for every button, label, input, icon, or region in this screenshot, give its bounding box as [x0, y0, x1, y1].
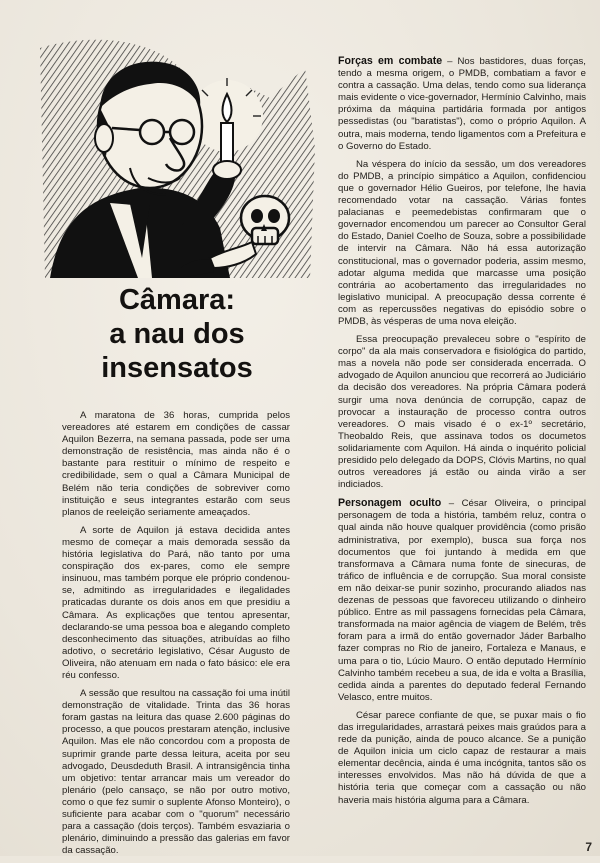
section-subhead: Forças em combate	[338, 55, 443, 67]
right-column	[338, 55, 586, 813]
paragraph	[338, 497, 586, 704]
paragraph: A maratona de 36 horas, cumprida pelos vereadores até estarem em condições de cassar Aquilon Bezerra, na semana passada, pode ser uma demonstração de resistência, mas ainda não é o bastante para restituir o mínimo de respeito e credibilidade, sem o qual a Câmara Municipal de Belém não teria condições de sobreviver como instituição e seus integrantes estarão com seus planos de reeleição seriamente ameaçados.	[62, 410, 290, 518]
paragraph: Na véspera do início da sessão, um dos vereadores do PMDB, a princípio simpático a Aquilon, confidenciou que o governador Hélio Gueiros, por telefone, lhe havia recomendado votar na cassação. Várias fontes palacianas e peemedebistas confirmaram que o governador encomendou um parecer ao Consultor Geral do Estado, Daniel Coelho de Souza, sobre a possibilidade de intervir na Câmara. Não há essa autorização constitucional, mas o governador poderia, assim mesmo, adotar alguma medida que marcasse uma posição contrária ao acobertamento das irregularidades no legislativo municipal. A preocupação dessa corrente é com as repercussões negativas do episódio sobre o PMDB, às vésperas de uma nova eleição.	[338, 158, 586, 327]
paragraph: A sessão que resultou na cassação foi uma inútil demonstração de vitalidade. Trinta das 36 horas foram gastas na leitura das quase 2.600 páginas do processo, a que poucos prestaram atenção, inclusive Aquilon. Mas ele não concordou com a proposta de suprimir grande parte dessa leitura, aceita por seu advogado, Deusdeduth Brasil. A intransigência tinha um objetivo: tentar arrancar mais um vereador do plenário (pelo cansaço, se não por outro motivo, como o que fez sumir o suplente Afonso Monteiro), o suficiente para acabar com o "quorum" necessário para a cassação (dois terços). Também esvaziaria o plenário, diminuindo a pressão das galerias em favor da cassação.	[62, 688, 290, 857]
article-headline	[62, 283, 292, 385]
page-number: 7	[585, 840, 592, 854]
headline-line-3: insensatos	[101, 352, 253, 384]
section-subhead: Personagem oculto	[338, 497, 442, 510]
paragraph-text: – César Oliveira, o principal personagem de toda a história, também reluz, contra o qual ainda não houve qualquer providência (como prisão administrativa, por exemplo), busca sua força nos documentos que foi juntando à medida em que transformava a Câmara numa fonte de sinecuras, de tráfico de influência e de corrupção. Sua moral consiste em não deixar-se punir sozinho, procurando aliados nas dezenas de pessoas que favoreceu utilizando o dinheiro público. Entre as mil passagens fornecidas pela Câmara, transformada na maior agência de viagem de Belém, três foram para a irmã do então governador Jáder Barbalho fazer compras no Rio de janeiro, Fortaleza e Manaus, e uma para o tio, Lúcio Mauro. O então deputado Hermínio Calvinho também recebeu a sua, de ida e volta a Brasília, cedida ainda a parentes do deputado federal Fernando Velasco, entre muitos.	[338, 498, 586, 703]
paragraph: César parece confiante de que, se puxar mais o fio das irregularidades, arrastará peixes mais graúdos para a rede da punição, ainda de pouco alcance. Se a punição de Aquilon inicia um ciclo capaz de restaurar a mais elementar decência, ainda é uma incógnita, tantos são os interesses envolvidos. Mas não há dúvida de que a história teria que começar com a cassação ou não haveria mais história alguma para a Câmara.	[338, 709, 586, 806]
left-column	[62, 410, 290, 863]
paragraph: Essa preocupação prevaleceu sobre o "espírito de corpo" da ala mais conservadora e fisiológica do partido, mas a novela não pode ser considerada encerrada. O advogado de Aquilon anunciou que recorrerá ao Judiciário da decisão dos vereadores. Na própria Câmara poderá surgir uma nova denúncia de corrupção, capaz de provocar a instauração de processo contra outros vereadores. O mais visado é o ex-1º secretário, Theobaldo Reis, que assinava todos os documetos solidariamente com Aquilon. Há ainda o inquérito policial presidido pelo delegado da DOPS, Clóvis Martins, no qual outros vereadores já estão ou ainda virão a ser indiciados.	[338, 334, 587, 491]
caricature-illustration	[30, 28, 320, 284]
headline-line-1: Câmara:	[118, 284, 236, 316]
paragraph	[338, 55, 586, 153]
paragraph-text: – Nos bastidores, duas forças, tendo a mesma origem, o PMDB, combatiam a favor e contra a cassação. Uma delas, tendo como sua liderança mais evidente o vice-governador, Hermínio Calvinho, mais próxima da máquina partidária formada por antigos pessedistas (ou "baratistas"), como o próprio Aquilon. A outra, mais moderna, tendo ligamentos com a Prefeitura e o Governo do Estado.	[338, 56, 586, 152]
paragraph: A sorte de Aquilon já estava decidida antes mesmo de começar a mais demorada sessão da história legislativa do Pará, não tanto por uma conspiração dos ex-pares, como ele sempre insinuou, mas também porque ele próprio condenou-se, admitindo as irregularidades e ilegalidades praticadas durante os dois anos em que presidiu a Câmara. As explicações que tentou apresentar, declarando-se uma pessoa boa e alegando completo desconhecimento das situações, atribuídas ao filho adotivo, o secretário legislativo, César Augusto de Oliveira, não atenuam em nada o fato básico: ele era réu confesso.	[62, 524, 290, 681]
headline-line-2: a nau dos	[109, 318, 245, 350]
